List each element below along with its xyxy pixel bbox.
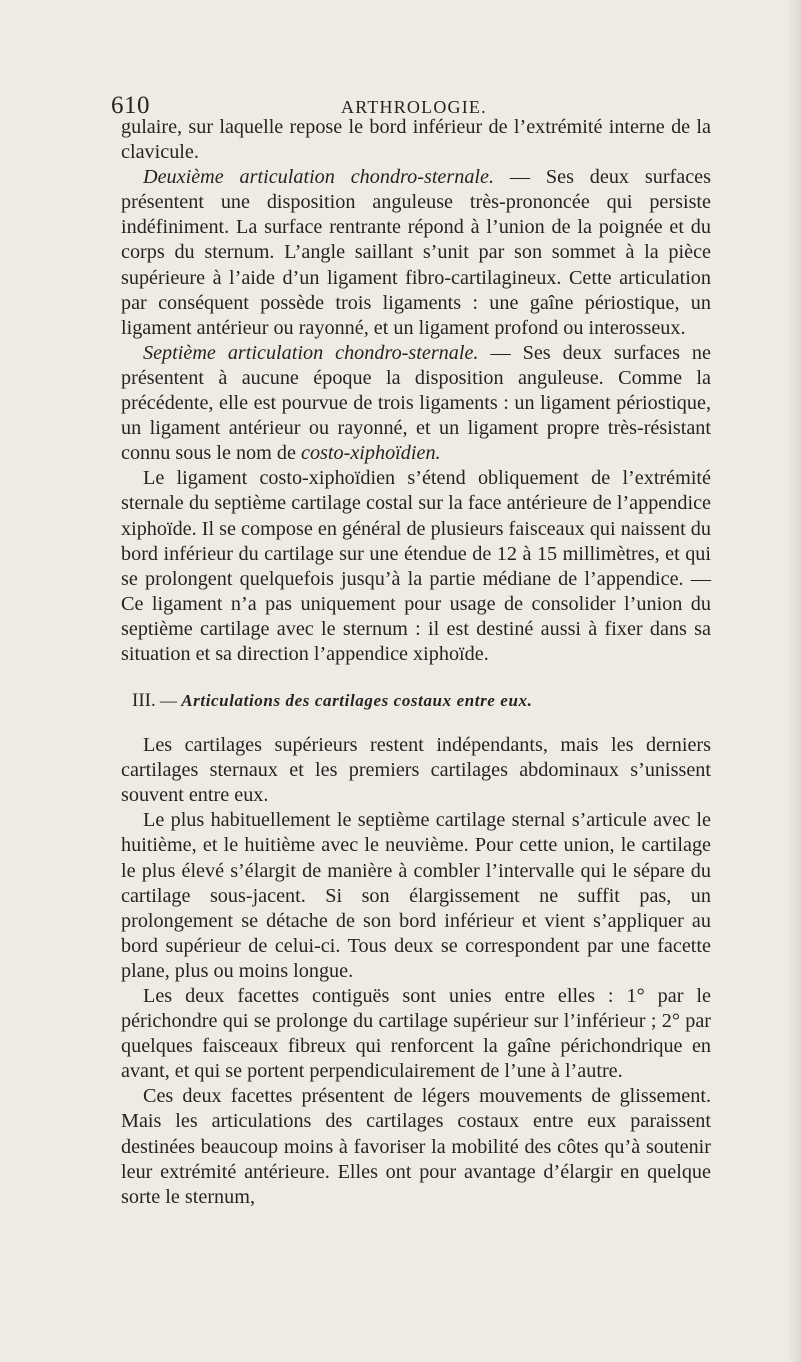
paragraph-cartilages-superieurs xyxy=(121,733,711,808)
paragraph-text: Les cartilages supérieurs restent indépendants, mais les derniers cartilages sternaux et les premiers cartilages abdominaux s’unissent souvent entre eux. xyxy=(121,734,711,807)
paragraph-deuxieme-articulation xyxy=(121,165,711,341)
section-title: Articulations des cartilages costaux entre eux. xyxy=(181,691,533,711)
paragraph-text: — Ses deux surfaces présentent une disposition anguleuse très-prononcée qui persiste indéfiniment. La surface rentrante répond à l’union de la poignée et du corps du sternum. L’angle saillant s’unit par son sommet à la pièce supérieure à l’aide d’un ligament fibro-cartilagineux. Cette articulation par conséquent possède trois ligaments : une gaîne périostique, un ligament antérieur ou rayonné, et un ligament profond ou interosseux. xyxy=(121,166,711,339)
paragraph-text: Le plus habituellement le septième cartilage sternal s’articule avec le huitième, et le huitième avec le neuvième. Pour cette union, le cartilage le plus élevé s’élargit de manière à combler l’intervalle qui le sépare du cartilage sous-jacent. Si son élargissement ne suffit pas, un prolongement se détache de son bord inférieur et vient s’appliquer au bord supérieur de celui-ci. Tous deux se correspondent par une facette plane, plus ou moins longue. xyxy=(121,809,711,982)
paragraph-septieme-cartilage xyxy=(121,808,711,984)
paragraph-text: — Ses deux surfaces ne présentent à aucune époque la disposition anguleuse. Comme la précédente, elle est pourvue de trois ligaments : un ligament périostique, un ligament antérieur ou rayonné, et un ligament propre très-résistant connu sous le nom de xyxy=(121,341,711,465)
paragraph-lead-italic: Septième articulation chondro-sternale. xyxy=(143,341,479,364)
paragraph-trail-italic: costo-xiphoïdien. xyxy=(300,442,441,465)
page-body xyxy=(121,115,711,1210)
paragraph-septieme-articulation xyxy=(121,341,711,466)
paragraph-ligament-costo-xiphoidien xyxy=(121,466,711,667)
section-dash: — xyxy=(155,691,182,711)
running-head: ARTHROLOGIE. xyxy=(341,97,487,117)
paragraph-mouvements-glissement xyxy=(121,1084,711,1209)
paragraph-text: gulaire, sur laquelle repose le bord inférieur de l’extrémité interne de la clavicule. xyxy=(121,116,711,164)
page-edge-shadow xyxy=(787,0,801,1362)
paragraph-lead-italic: Deuxième articulation chondro-sternale. xyxy=(143,166,495,189)
paragraph-continuation xyxy=(121,115,711,165)
paragraph-text: Le ligament costo-xiphoïdien s’étend obliquement de l’extrémité sternale du septième cartilage costal sur la face antérieure de l’appendice xiphoïde. Il se compose en général de plusieurs faisceaux qui naissent du bord inférieur du cartilage sur une étendue de 12 à 15 millimètres, et qui se prolongent quelquefois jusqu’à la partie médiane de l’appendice. — Ce ligament n’a pas uniquement pour usage de consolider l’union du septième cartilage avec le sternum : il est destiné aussi à fixer dans sa situation et sa direction l’appendice xiphoïde. xyxy=(121,467,711,665)
paragraph-text: Ces deux facettes présentent de légers mouvements de glissement. Mais les articulations des cartilages costaux entre eux paraissent destinées beaucoup moins à favoriser la mobilité des côtes qu’à soutenir leur extrémité antérieure. Elles ont pour avantage d’élargir en quelque sorte le sternum, xyxy=(121,1085,711,1208)
section-number: III. xyxy=(132,690,156,712)
paragraph-text: Les deux facettes contiguës sont unies entre elles : 1° par le périchondre qui se prolonge du cartilage supérieur sur l’inférieur ; 2° par quelques faisceaux fibreux qui renforcent la gaîne périchondrique en avant, et qui se portent perpendiculairement de l’une à l’autre. xyxy=(121,985,711,1083)
page-number: 610 xyxy=(111,92,150,119)
section-heading xyxy=(121,688,711,713)
paragraph-facettes-contigues xyxy=(121,984,711,1084)
